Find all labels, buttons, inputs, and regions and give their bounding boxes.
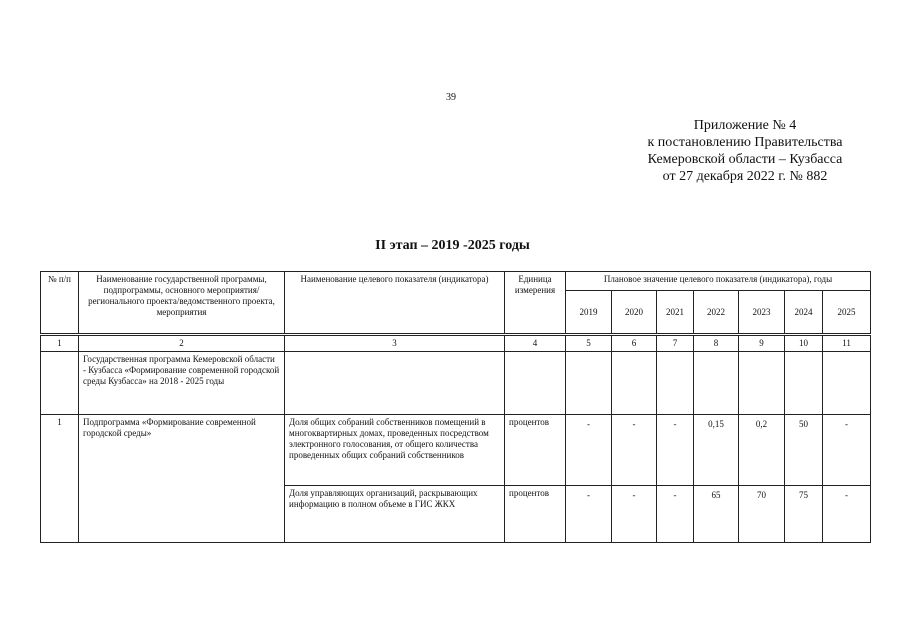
col-number: 7 <box>657 335 694 352</box>
col-number: 2 <box>79 335 285 352</box>
appendix-line-4: от 27 декабря 2022 г. № 882 <box>662 169 828 184</box>
value-cell: 0,15 <box>694 415 739 486</box>
value-cell: 70 <box>739 486 785 543</box>
value-cell: 75 <box>785 486 823 543</box>
page-number: 39 <box>446 92 456 103</box>
header-row <box>41 272 871 291</box>
value-cell: - <box>823 486 871 543</box>
year-2021: 2021 <box>657 291 694 335</box>
year-2019: 2019 <box>566 291 612 335</box>
indicator-unit: процентов <box>505 415 566 486</box>
subprogram-num: 1 <box>41 415 79 543</box>
value-cell: - <box>657 415 694 486</box>
indicator-unit: процентов <box>505 486 566 543</box>
year-2020: 2020 <box>612 291 657 335</box>
col-number: 11 <box>823 335 871 352</box>
col-number: 8 <box>694 335 739 352</box>
col-number: 10 <box>785 335 823 352</box>
header-unit: Единица измерения <box>505 272 566 335</box>
value-cell: - <box>566 415 612 486</box>
value-cell: - <box>566 486 612 543</box>
col-number: 1 <box>41 335 79 352</box>
value-cell: 0,2 <box>739 415 785 486</box>
col-number: 3 <box>285 335 505 352</box>
subprogram-name: Подпрограмма «Формирование современной городской среды» <box>79 415 285 543</box>
year-2025: 2025 <box>823 291 871 335</box>
program-row <box>41 352 871 415</box>
header-indicator-name: Наименование целевого показателя (индикатора) <box>285 272 505 335</box>
stage-title: II этап – 2019 -2025 годы <box>375 238 530 253</box>
year-2023: 2023 <box>739 291 785 335</box>
value-cell: 50 <box>785 415 823 486</box>
col-number: 9 <box>739 335 785 352</box>
value-cell: - <box>612 486 657 543</box>
header-num: № п/п <box>41 272 79 335</box>
indicator-name: Доля управляющих организаций, раскрывающих информацию в полном объеме в ГИС ЖКХ <box>285 486 505 543</box>
header-program-name: Наименование государственной программы, подпрограммы, основного мероприятия/регионального проекта/ведомственного проекта, мероприятия <box>79 272 285 335</box>
header-planned: Плановое значение целевого показателя (индикатора), годы <box>566 272 871 291</box>
indicators-table <box>40 271 871 543</box>
appendix-line-1: Приложение № 4 <box>693 118 797 133</box>
appendix-line-2: к постановлению Правительства <box>647 135 843 150</box>
value-cell: - <box>612 415 657 486</box>
indicator-row <box>41 415 871 486</box>
col-number: 4 <box>505 335 566 352</box>
value-cell: - <box>823 415 871 486</box>
year-2022: 2022 <box>694 291 739 335</box>
col-number: 5 <box>566 335 612 352</box>
column-number-row <box>41 335 871 352</box>
year-2024: 2024 <box>785 291 823 335</box>
indicator-name: Доля общих собраний собственников помещений в многоквартирных домах, проведенных посредством электронного голосования, от общего количества проведенных общих собраний собственников <box>285 415 505 486</box>
col-number: 6 <box>612 335 657 352</box>
value-cell: - <box>657 486 694 543</box>
appendix-line-3: Кемеровской области – Кузбасса <box>647 152 843 167</box>
program-name: Государственная программа Кемеровской области - Кузбасса «Формирование современной городской среды Кузбасса» на 2018 - 2025 годы <box>79 352 285 415</box>
value-cell: 65 <box>694 486 739 543</box>
appendix-block <box>600 117 890 185</box>
